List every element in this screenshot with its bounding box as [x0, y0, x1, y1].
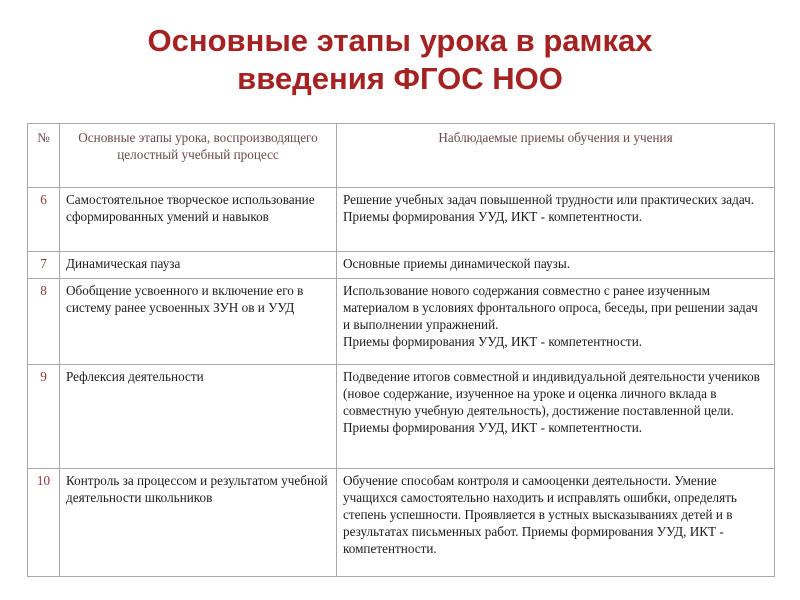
- header-number: №: [28, 124, 60, 188]
- row-methods: [337, 279, 775, 365]
- row-number: 8: [28, 279, 60, 365]
- row-methods-extra: Приемы формирования УУД, ИКТ - компетентности.: [343, 334, 643, 349]
- page-title-line-1: Основные этапы урока в рамках: [147, 23, 653, 58]
- row-methods-text: Обучение способам контроля и самооценки деятельности. Умение учащихся самостоятельно находить и исправлять ошибки, определять степень успешности. Проявляется в устных высказываниях детей и в результатах письменных работ. Приемы формирования УУД, ИКТ - компетентности.: [343, 473, 737, 556]
- row-number: 9: [28, 365, 60, 469]
- page-title: [0, 22, 800, 98]
- row-stage: Самостоятельное творческое использование сформированных умений и навыков: [60, 188, 337, 252]
- page-title-line-2: введения ФГОС НОО: [237, 61, 563, 96]
- table-row: [28, 365, 775, 469]
- table-row: [28, 279, 775, 365]
- row-methods-text: Подведение итогов совместной и индивидуальной деятельности учеников (новое содержание, изученное на уроке и оценка личного вклада в совместную учебную деятельность), достижение поставленной цели. Приемы формирования УУД, ИКТ - компетентности.: [343, 369, 760, 435]
- row-number: 6: [28, 188, 60, 252]
- table-row: [28, 469, 775, 577]
- row-methods: [337, 365, 775, 469]
- row-stage: Рефлексия деятельности: [60, 365, 337, 469]
- row-number: 10: [28, 469, 60, 577]
- row-methods: [337, 188, 775, 252]
- table-row: [28, 252, 775, 279]
- row-stage: Обобщение усвоенного и включение его в систему ранее усвоенных ЗУН ов и УУД: [60, 279, 337, 365]
- header-lesson-stage: Основные этапы урока, воспроизводящего целостный учебный процесс: [60, 124, 337, 188]
- row-methods-extra: Приемы формирования УУД, ИКТ - компетентности.: [343, 209, 643, 224]
- header-observed-methods: Наблюдаемые приемы обучения и учения: [337, 124, 775, 188]
- row-methods: [337, 469, 775, 577]
- row-methods-text: Решение учебных задач повышенной трудности или практических задач.: [343, 192, 755, 207]
- row-methods: [337, 252, 775, 279]
- row-methods-text: Основные приемы динамической паузы.: [343, 256, 571, 271]
- lesson-stages-table: [27, 123, 775, 577]
- row-methods-text: Использование нового содержания совместно с ранее изученным материалом в условиях фронтального опроса, беседы, при решении задач и выполнении упражнений.: [343, 283, 758, 332]
- row-stage: Динамическая пауза: [60, 252, 337, 279]
- row-stage: Контроль за процессом и результатом учебной деятельности школьников: [60, 469, 337, 577]
- table-header-row: [28, 124, 775, 188]
- table-row: [28, 188, 775, 252]
- row-number: 7: [28, 252, 60, 279]
